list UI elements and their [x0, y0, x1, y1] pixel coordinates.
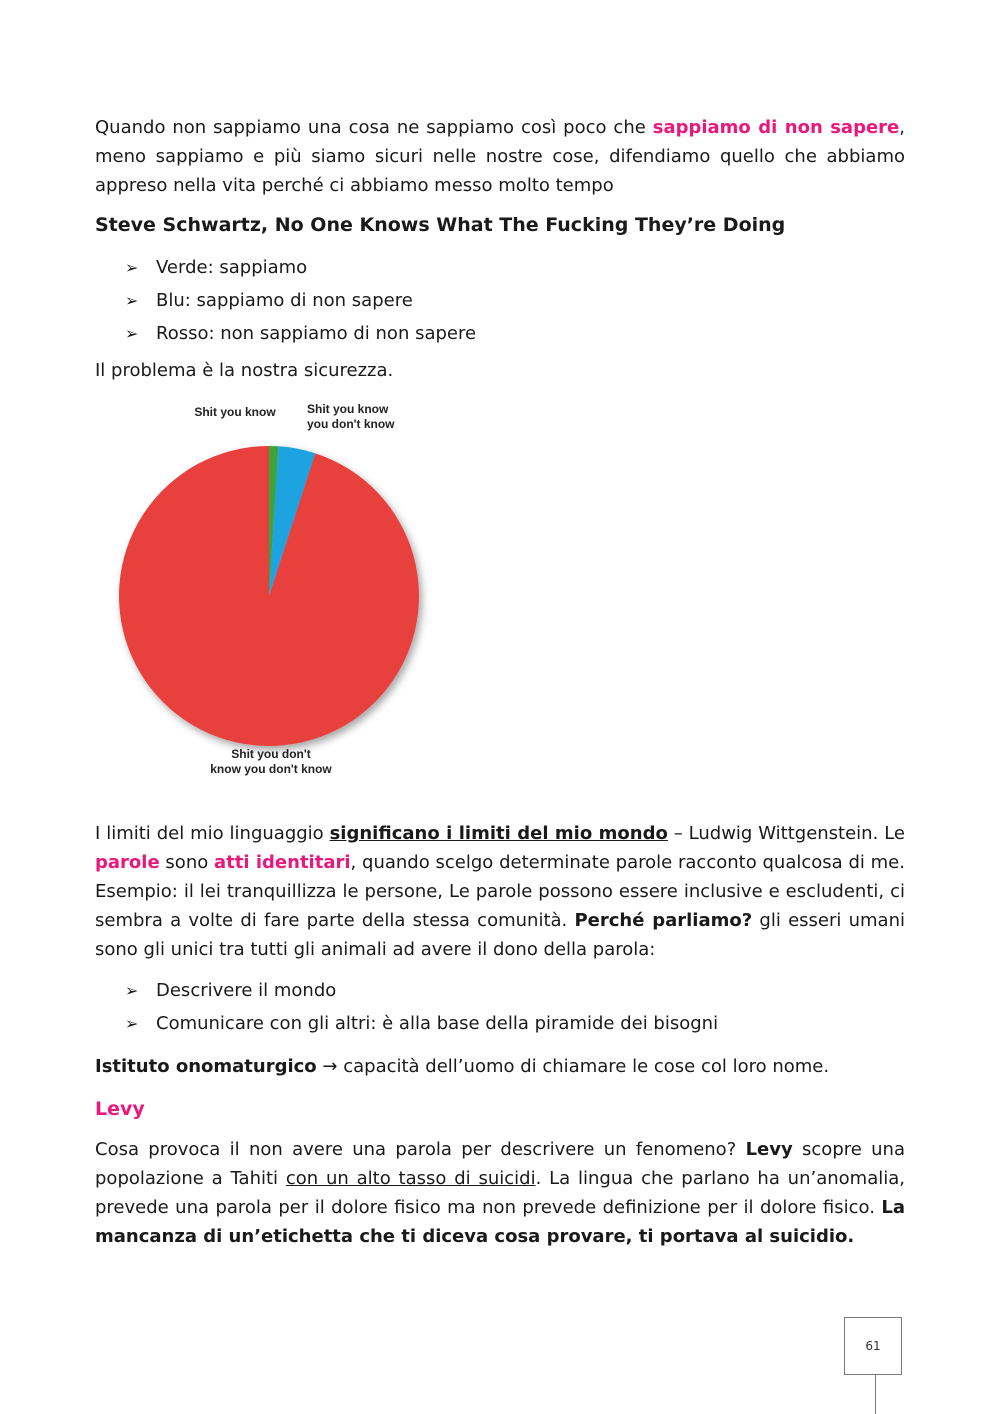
slice-label: Shit you know you don't know: [307, 402, 395, 431]
text: capacità dell’uomo di chiamare le cose col loro nome.: [343, 1056, 830, 1077]
color-legend-list: [95, 251, 905, 350]
page-content: [95, 113, 905, 1251]
text: scopre una popolazione a Tahiti: [95, 1139, 905, 1189]
pie-chart: [107, 401, 447, 801]
onomaturgic-paragraph: [95, 1052, 905, 1081]
intro-paragraph: [95, 113, 905, 200]
purpose-list: [95, 974, 905, 1040]
list-item: [125, 251, 905, 284]
text: , quando scelgo determinate parole racconto qualcosa di me. Esempio: il lei tranquillizza le persone, Le parole possono essere inclusive e escludenti, ci sembra a volte di fare parte della stessa comunità.: [95, 852, 905, 931]
text: Quando non sappiamo una cosa ne sappiamo così poco che: [95, 117, 653, 138]
highlight-text: atti identitari: [214, 852, 351, 873]
list-item-text: Verde: sappiamo: [156, 257, 308, 278]
arrow-bullet-icon: ➢: [125, 258, 139, 277]
bold-text: Istituto onomaturgico: [95, 1056, 317, 1077]
list-item: [125, 974, 905, 1007]
arrow-bullet-icon: ➢: [125, 981, 139, 1000]
highlight-text: parole: [95, 852, 160, 873]
text: . La lingua che parlano ha un’anomalia, prevede una parola per il dolore fisico ma non prevede definizione per il dolore fisico.: [95, 1168, 905, 1218]
levy-paragraph: [95, 1135, 905, 1251]
text: gli esseri umani sono gli unici tra tutti gli animali ad avere il dono della parola:: [95, 910, 905, 960]
page-number: 61: [865, 1339, 881, 1353]
highlight-text: sappiamo di non sapere: [652, 117, 900, 138]
text: I limiti del mio linguaggio: [95, 823, 330, 844]
pie-chart-svg: [107, 401, 447, 801]
list-item-text: Blu: sappiamo di non sapere: [156, 290, 413, 311]
right-arrow-icon: →: [316, 1056, 344, 1077]
text: – Ludwig Wittgenstein. Le: [667, 823, 905, 844]
bold-text: La mancanza di un’etichetta che ti diceva cosa provare, ti portava al suicidio.: [95, 1197, 905, 1247]
list-item-text: Rosso: non sappiamo di non sapere: [156, 323, 477, 344]
slice-label: Shit you know: [194, 405, 276, 419]
bold-text: Levy: [745, 1139, 793, 1160]
list-item: [125, 317, 905, 350]
emphasis-text: significano i limiti del mio mondo: [329, 823, 668, 844]
arrow-bullet-icon: ➢: [125, 1014, 139, 1033]
section-heading: Steve Schwartz, No One Knows What The Fucking They’re Doing: [95, 214, 786, 236]
subheading-levy: Levy: [95, 1098, 145, 1120]
pie-slice: [119, 446, 419, 746]
list-item: [125, 1007, 905, 1040]
list-item-text: Descrivere il mondo: [156, 980, 337, 1001]
language-paragraph: [95, 819, 905, 964]
text: sono: [159, 852, 215, 873]
page-number-box: [844, 1317, 902, 1375]
list-item-text: Comunicare con gli altri: è alla base della piramide dei bisogni: [156, 1013, 719, 1034]
page-number-line: [875, 1375, 876, 1414]
text: , meno sappiamo e più siamo sicuri nelle nostre cose, difendiamo quello che abbiamo appreso nella vita perché ci abbiamo messo molto tempo: [95, 117, 905, 196]
underlined-text: con un alto tasso di suicidi: [285, 1168, 536, 1189]
arrow-bullet-icon: ➢: [125, 324, 139, 343]
bold-text: Perché parliamo?: [574, 910, 753, 931]
problem-sentence: Il problema è la nostra sicurezza.: [95, 360, 394, 381]
arrow-bullet-icon: ➢: [125, 291, 139, 310]
slice-label: Shit you don't know you don't know: [210, 747, 332, 776]
list-item: [125, 284, 905, 317]
text: Cosa provoca il non avere una parola per descrivere un fenomeno?: [95, 1139, 746, 1160]
